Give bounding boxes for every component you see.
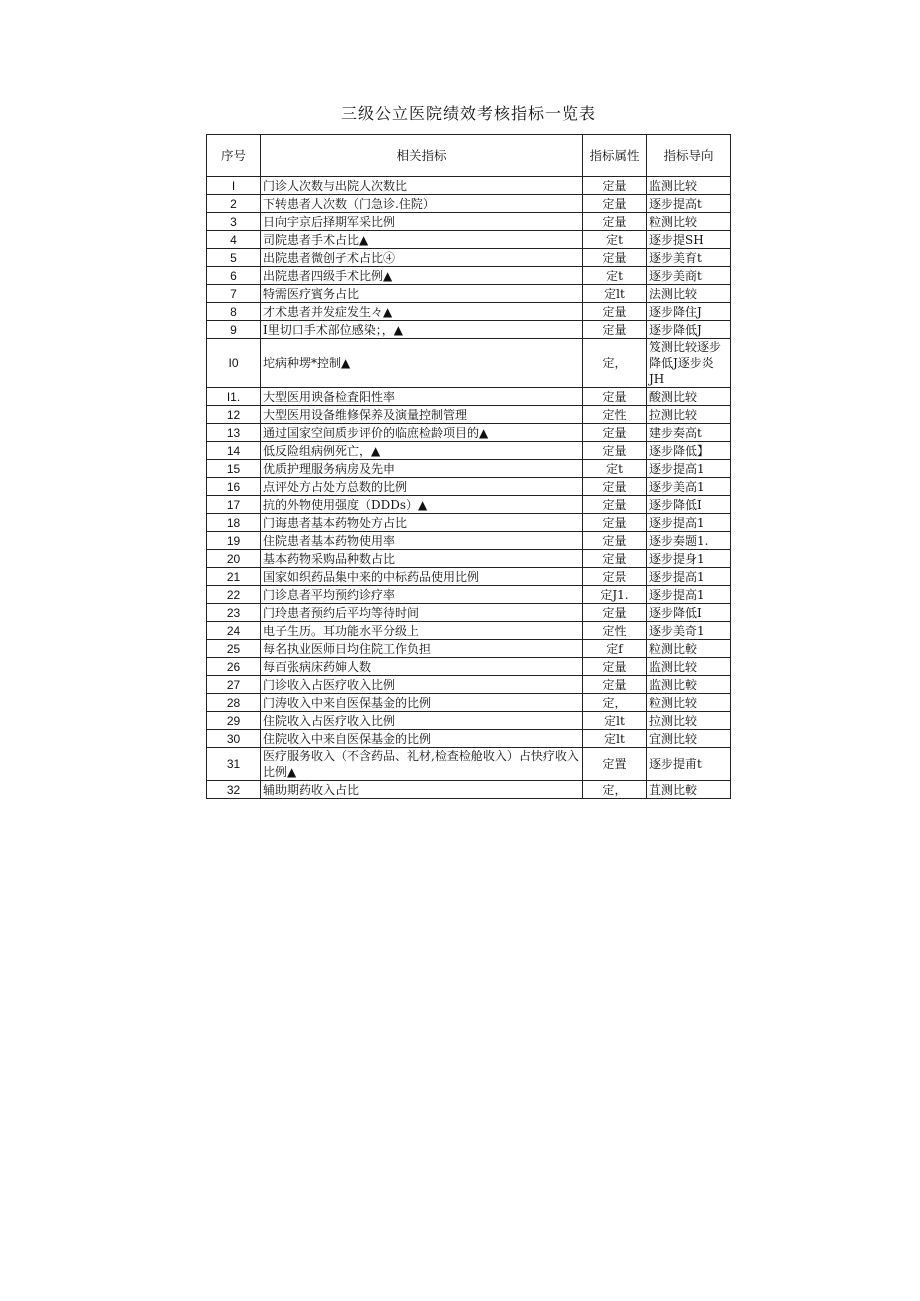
indicator-direction: 逐步提高1 bbox=[647, 514, 731, 532]
indicator-name: I里切口手术部位感染；，▲ bbox=[261, 321, 583, 339]
indicator-name: 大型医用谀备检査阳性率 bbox=[261, 388, 583, 406]
header-direction: 指标导向 bbox=[647, 135, 731, 177]
row-number: 32 bbox=[207, 781, 261, 799]
indicator-name: 门诊息者平均预约诊疗率 bbox=[261, 586, 583, 604]
row-number: 27 bbox=[207, 676, 261, 694]
table-row bbox=[207, 213, 731, 231]
indicator-attribute: 定量 bbox=[583, 195, 647, 213]
row-number: 8 bbox=[207, 303, 261, 321]
row-number: 30 bbox=[207, 730, 261, 748]
indicator-name: 优质护理服务病房及先申 bbox=[261, 460, 583, 478]
table-row bbox=[207, 285, 731, 303]
indicator-name: 门诊人次数与出院人次数比 bbox=[261, 177, 583, 195]
indicator-name: 门诊收入占医疗收入比例 bbox=[261, 676, 583, 694]
indicator-name: 辅助期药收入占比 bbox=[261, 781, 583, 799]
document-title: 三级公立医院绩效考核指标一览表 bbox=[340, 104, 596, 123]
indicator-attribute: 定量 bbox=[583, 550, 647, 568]
row-number: 6 bbox=[207, 267, 261, 285]
header-name: 相关指标 bbox=[261, 135, 583, 177]
indicator-name: 每名执业医师日均住院工作负担 bbox=[261, 640, 583, 658]
indicator-name: 点评处方占处方总数的比例 bbox=[261, 478, 583, 496]
indicator-attribute: 定量 bbox=[583, 321, 647, 339]
row-number: 16 bbox=[207, 478, 261, 496]
row-number: 24 bbox=[207, 622, 261, 640]
indicator-direction: 苴测比較 bbox=[647, 781, 731, 799]
table-row bbox=[207, 748, 731, 781]
indicator-attribute: 定量 bbox=[583, 388, 647, 406]
row-number: 2 bbox=[207, 195, 261, 213]
indicator-attribute: 定lt bbox=[583, 285, 647, 303]
indicator-attribute: 定量 bbox=[583, 658, 647, 676]
table-row bbox=[207, 550, 731, 568]
indicator-attribute: 定性 bbox=[583, 622, 647, 640]
table-row bbox=[207, 406, 731, 424]
indicator-attribute: 定lt bbox=[583, 730, 647, 748]
indicator-direction: 粒测比较 bbox=[647, 694, 731, 712]
indicator-attribute: 定t bbox=[583, 460, 647, 478]
table-row bbox=[207, 604, 731, 622]
row-number: 20 bbox=[207, 550, 261, 568]
indicator-attribute: 定性 bbox=[583, 406, 647, 424]
indicator-attribute: 定量 bbox=[583, 213, 647, 231]
indicator-attribute: 定J1. bbox=[583, 586, 647, 604]
table-row bbox=[207, 478, 731, 496]
table-body bbox=[207, 177, 731, 799]
indicator-direction: 建步奏高t bbox=[647, 424, 731, 442]
table-row bbox=[207, 303, 731, 321]
indicator-name: 住院收入中来自医保基金的比例 bbox=[261, 730, 583, 748]
indicator-direction: 粒测比較 bbox=[647, 640, 731, 658]
indicator-attribute: 定量 bbox=[583, 177, 647, 195]
row-number: 28 bbox=[207, 694, 261, 712]
row-number: 29 bbox=[207, 712, 261, 730]
indicator-attribute: 定量 bbox=[583, 249, 647, 267]
table-row bbox=[207, 195, 731, 213]
indicator-direction: 逐步降低J bbox=[647, 321, 731, 339]
indicator-name: 住院患者基本药物使用率 bbox=[261, 532, 583, 550]
indicator-name: 抗的外物使用强度（DDDs）▲ bbox=[261, 496, 583, 514]
indicator-direction: 宜测比较 bbox=[647, 730, 731, 748]
indicator-direction: 逐步提高1 bbox=[647, 568, 731, 586]
indicator-direction: 逐步降低】 bbox=[647, 442, 731, 460]
row-number: 3 bbox=[207, 213, 261, 231]
indicator-name: 门涛收入中来自医保基金的比例 bbox=[261, 694, 583, 712]
indicator-attribute: 定置 bbox=[583, 748, 647, 781]
indicator-direction: 监测比较 bbox=[647, 177, 731, 195]
row-number: 12 bbox=[207, 406, 261, 424]
indicator-name: 大型医用设备维修保养及演量控制管理 bbox=[261, 406, 583, 424]
indicator-direction: 粒测比较 bbox=[647, 213, 731, 231]
indicator-direction: 逐步提高t bbox=[647, 195, 731, 213]
indicator-direction: 逐步降住J bbox=[647, 303, 731, 321]
indicator-attribute: 定， bbox=[583, 781, 647, 799]
indicator-direction: 笈测比较逐步降低J逐步炎JH bbox=[647, 339, 731, 388]
indicator-direction: 逐步美高1 bbox=[647, 478, 731, 496]
table-row bbox=[207, 712, 731, 730]
table-row bbox=[207, 249, 731, 267]
row-number: I bbox=[207, 177, 261, 195]
indicator-attribute: 定lt bbox=[583, 712, 647, 730]
table-row bbox=[207, 231, 731, 249]
indicator-attribute: 定， bbox=[583, 694, 647, 712]
table-row bbox=[207, 586, 731, 604]
indicator-direction: 逐步提SH bbox=[647, 231, 731, 249]
row-number: 19 bbox=[207, 532, 261, 550]
indicator-name: 电子生历。耳功能水平分级上 bbox=[261, 622, 583, 640]
indicator-attribute: 定f bbox=[583, 640, 647, 658]
row-number: I0 bbox=[207, 339, 261, 388]
header-attr: 指标属性 bbox=[583, 135, 647, 177]
row-number: 18 bbox=[207, 514, 261, 532]
indicator-direction: 法测比较 bbox=[647, 285, 731, 303]
indicator-direction: 酸测比较 bbox=[647, 388, 731, 406]
indicator-name: 日向宇京后择期军采比例 bbox=[261, 213, 583, 231]
indicator-attribute: 定量 bbox=[583, 424, 647, 442]
indicator-attribute: 定量 bbox=[583, 532, 647, 550]
row-number: 14 bbox=[207, 442, 261, 460]
table-row bbox=[207, 339, 731, 388]
indicator-attribute: 定t bbox=[583, 231, 647, 249]
indicator-name: 出院患者四级手术比例▲ bbox=[261, 267, 583, 285]
indicator-attribute: 定景 bbox=[583, 568, 647, 586]
table-row bbox=[207, 460, 731, 478]
table-row bbox=[207, 267, 731, 285]
table-row bbox=[207, 568, 731, 586]
indicator-name: 坨病种塄*控制▲ bbox=[261, 339, 583, 388]
row-number: 7 bbox=[207, 285, 261, 303]
indicator-name: 特需医疗賓务占比 bbox=[261, 285, 583, 303]
indicator-direction: 逐步美奇1 bbox=[647, 622, 731, 640]
header-no: 序号 bbox=[207, 135, 261, 177]
row-number: 22 bbox=[207, 586, 261, 604]
indicator-attribute: 定量 bbox=[583, 303, 647, 321]
indicator-direction: 逐步降低I bbox=[647, 496, 731, 514]
row-number: 23 bbox=[207, 604, 261, 622]
indicator-attribute: 定量 bbox=[583, 478, 647, 496]
indicator-attribute: 定量 bbox=[583, 496, 647, 514]
table-row bbox=[207, 424, 731, 442]
indicator-attribute: 定t bbox=[583, 267, 647, 285]
row-number: 21 bbox=[207, 568, 261, 586]
table-row bbox=[207, 496, 731, 514]
row-number: 15 bbox=[207, 460, 261, 478]
indicator-direction: 监测比较 bbox=[647, 658, 731, 676]
indicator-direction: 逐步提高1 bbox=[647, 586, 731, 604]
indicator-name: 国家如织药品集中来的中标药品使用比例 bbox=[261, 568, 583, 586]
indicator-direction: 拉测比较 bbox=[647, 406, 731, 424]
indicator-direction: 逐步提身1 bbox=[647, 550, 731, 568]
indicator-direction: 逐步提高1 bbox=[647, 460, 731, 478]
indicator-direction: 监测比較 bbox=[647, 676, 731, 694]
table-row bbox=[207, 388, 731, 406]
indicator-name: 下转患者人次数（门急诊.住院） bbox=[261, 195, 583, 213]
row-number: 9 bbox=[207, 321, 261, 339]
indicator-attribute: 定， bbox=[583, 339, 647, 388]
row-number: 4 bbox=[207, 231, 261, 249]
indicator-name: 每百张病床药婶人数 bbox=[261, 658, 583, 676]
indicator-name: 医疗服务收入（不含药品、礼材,检查检舱收入）占快疗收入比例▲ bbox=[261, 748, 583, 781]
row-number: 13 bbox=[207, 424, 261, 442]
table-row bbox=[207, 177, 731, 195]
indicator-name: 门诲患者基本药物处方占比 bbox=[261, 514, 583, 532]
indicator-name: 低反险组病例死亡，▲ bbox=[261, 442, 583, 460]
table-row bbox=[207, 730, 731, 748]
row-number: I1. bbox=[207, 388, 261, 406]
indicator-name: 住院收入占医疗收入比例 bbox=[261, 712, 583, 730]
table-row bbox=[207, 694, 731, 712]
indicator-attribute: 定量 bbox=[583, 676, 647, 694]
row-number: 31 bbox=[207, 748, 261, 781]
row-number: 25 bbox=[207, 640, 261, 658]
indicator-attribute: 定量 bbox=[583, 442, 647, 460]
indicator-direction: 逐步提甫t bbox=[647, 748, 731, 781]
table-row bbox=[207, 514, 731, 532]
indicator-name: 出院患者微创孑术占比④ bbox=[261, 249, 583, 267]
indicator-name: 通过国家空间质步评价的临庶检龄项目的▲ bbox=[261, 424, 583, 442]
table-row bbox=[207, 442, 731, 460]
indicator-table bbox=[206, 134, 731, 799]
indicator-direction: 逐步美商t bbox=[647, 267, 731, 285]
indicator-direction: 拉测比较 bbox=[647, 712, 731, 730]
row-number: 26 bbox=[207, 658, 261, 676]
indicator-attribute: 定量 bbox=[583, 604, 647, 622]
table-row bbox=[207, 532, 731, 550]
table-row bbox=[207, 676, 731, 694]
table-row bbox=[207, 321, 731, 339]
table-row bbox=[207, 622, 731, 640]
table-row bbox=[207, 658, 731, 676]
indicator-name: 基本药物采购品种数占比 bbox=[261, 550, 583, 568]
row-number: 17 bbox=[207, 496, 261, 514]
indicator-name: 才术患者并发症发生々▲ bbox=[261, 303, 583, 321]
indicator-name: 司院患者手术占比▲ bbox=[261, 231, 583, 249]
indicator-direction: 逐步奏题1. bbox=[647, 532, 731, 550]
table-row bbox=[207, 640, 731, 658]
indicator-direction: 逐步美育t bbox=[647, 249, 731, 267]
table-row bbox=[207, 781, 731, 799]
indicator-direction: 逐步降低I bbox=[647, 604, 731, 622]
table-header-row bbox=[207, 135, 731, 177]
indicator-attribute: 定量 bbox=[583, 514, 647, 532]
row-number: 5 bbox=[207, 249, 261, 267]
indicator-name: 门玲患者预约后平均等待时间 bbox=[261, 604, 583, 622]
